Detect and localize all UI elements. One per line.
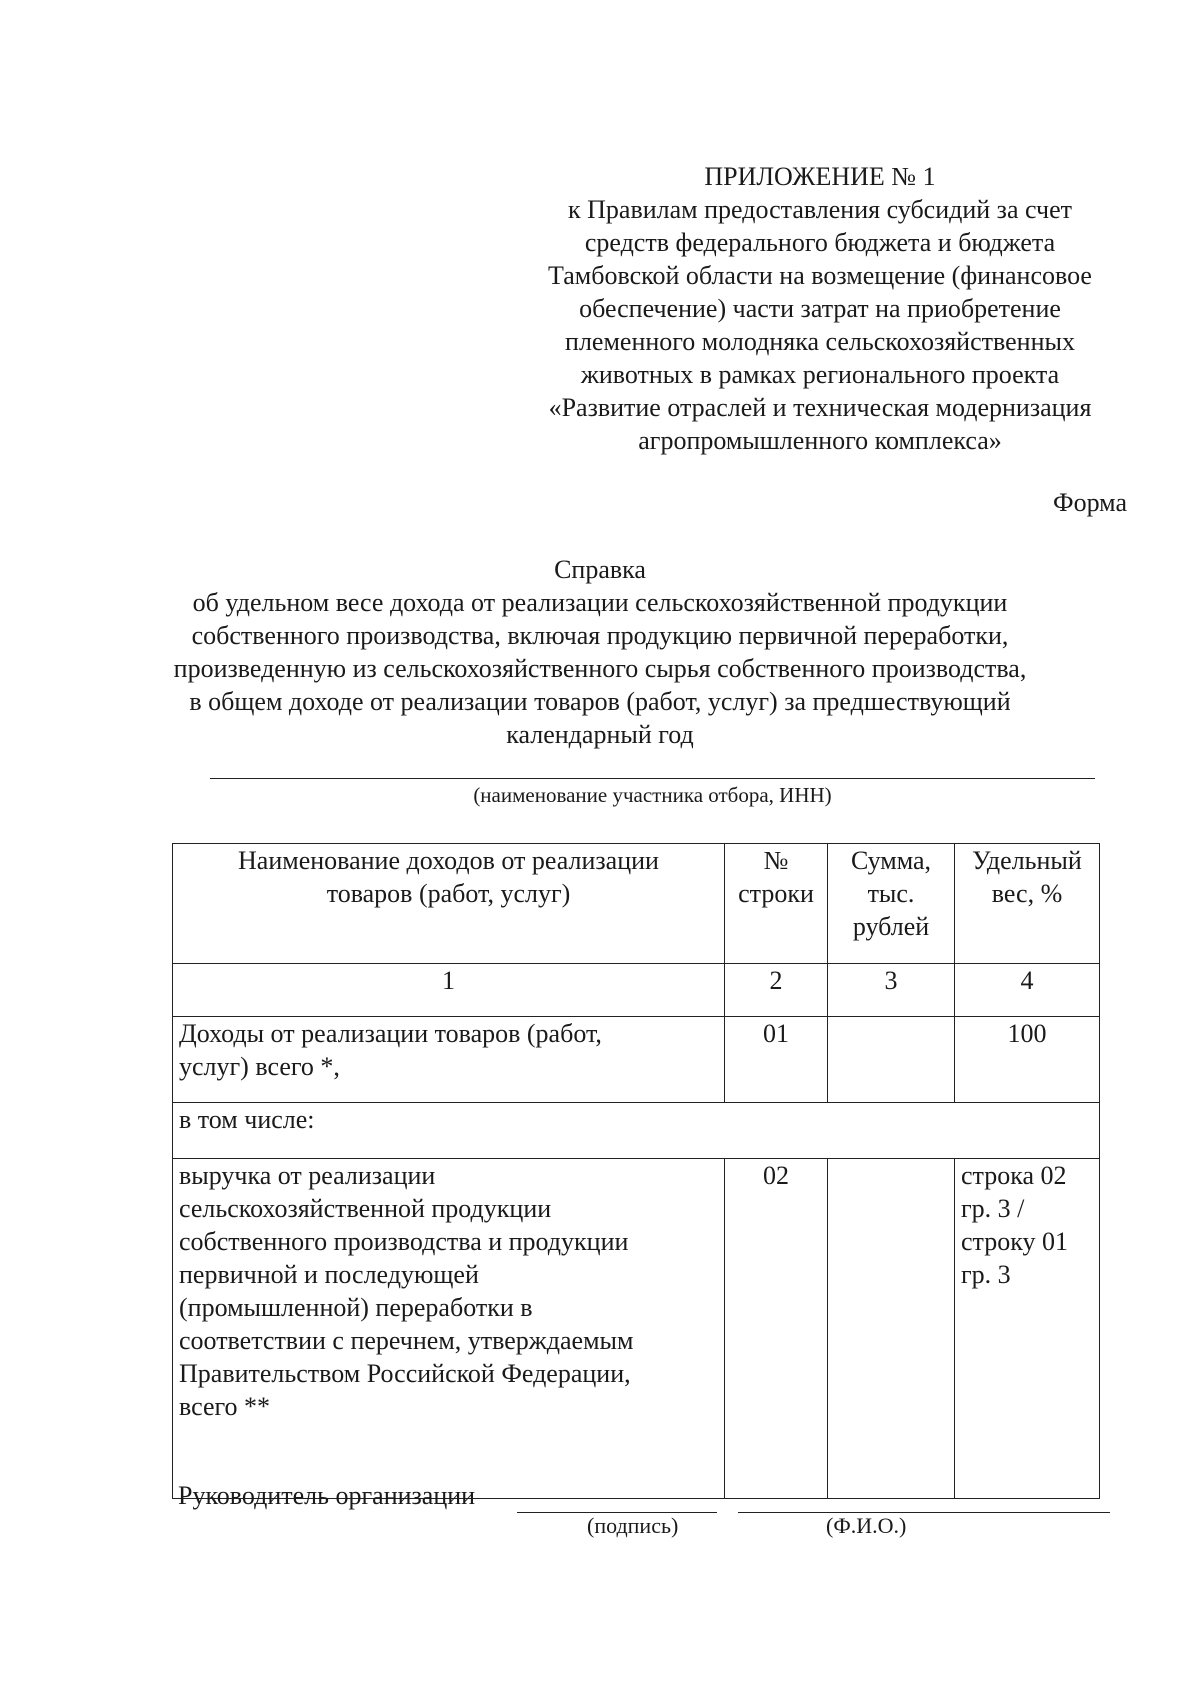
document-title-line: произведенную из сельскохозяйственного сырья собственного производства, bbox=[173, 654, 1027, 683]
row-02-name-line: собственного производства и продукции bbox=[179, 1227, 629, 1256]
row-02-share-line: строку 01 bbox=[961, 1227, 1068, 1256]
row-02-name-line: (промышленной) переработки в bbox=[179, 1293, 533, 1322]
row-01-name-line: Доходы от реализации товаров (работ, bbox=[179, 1019, 602, 1048]
form-label: Форма bbox=[1053, 488, 1127, 517]
appendix-line: агропромышленного комплекса» bbox=[638, 426, 1002, 455]
document-title-line: календарный год bbox=[506, 720, 694, 749]
appendix-line: племенного молодняка сельскохозяйственных bbox=[565, 327, 1075, 356]
row-02-sum-cell[interactable] bbox=[828, 1159, 955, 1499]
document-title-line: собственного производства, включая продукцию первичной переработки, bbox=[191, 621, 1009, 650]
header-name-line: товаров (работ, услуг) bbox=[326, 879, 571, 908]
column-number: 3 bbox=[828, 964, 955, 1017]
row-02-number: 02 bbox=[725, 1159, 828, 1499]
header-share-line: Удельный bbox=[972, 846, 1082, 875]
appendix-line: Тамбовской области на возмещение (финансовое bbox=[548, 261, 1092, 290]
row-02-name-line: Правительством Российской Федерации, bbox=[179, 1359, 631, 1388]
column-number: 1 bbox=[173, 964, 725, 1017]
document-title-line: об удельном весе дохода от реализации сельскохозяйственной продукции bbox=[192, 588, 1008, 617]
header-sum-line: Сумма, bbox=[850, 846, 932, 875]
appendix-line: к Правилам предоставления субсидий за счет bbox=[568, 195, 1072, 224]
subheading-cell: в том числе: bbox=[173, 1103, 1100, 1159]
row-02-share-line: гр. 3 / bbox=[961, 1194, 1025, 1223]
row-01-name bbox=[173, 1017, 725, 1103]
row-02-name bbox=[173, 1159, 725, 1499]
signature-label: Руководитель организации bbox=[178, 1481, 476, 1510]
appendix-line: «Развитие отраслей и техническая модернизация bbox=[548, 393, 1092, 422]
document-title bbox=[150, 553, 1050, 751]
row-02-share-line: строка 02 bbox=[961, 1161, 1067, 1190]
signature-caption: (подпись) bbox=[587, 1513, 679, 1538]
full-name-caption: (Ф.И.О.) bbox=[826, 1513, 907, 1538]
full-name-field[interactable] bbox=[738, 1512, 1110, 1513]
participant-caption: (наименование участника отбора, ИНН) bbox=[473, 783, 832, 807]
table-row bbox=[173, 1017, 1100, 1103]
row-01-name-line: услуг) всего *, bbox=[179, 1052, 340, 1081]
appendix-line: животных в рамках регионального проекта bbox=[580, 360, 1060, 389]
header-share-line: вес, % bbox=[991, 879, 1063, 908]
row-02-name-line: соответствии с перечнем, утверждаемым bbox=[179, 1326, 634, 1355]
header-sum bbox=[828, 844, 955, 964]
document-title-line: в общем доходе от реализации товаров (работ, услуг) за предшествующий bbox=[189, 687, 1011, 716]
header-row-no bbox=[725, 844, 828, 964]
row-02-name-line: выручка от реализации bbox=[179, 1161, 436, 1190]
appendix-line: средств федерального бюджета и бюджета bbox=[584, 228, 1056, 257]
row-02-share-line: гр. 3 bbox=[961, 1260, 1011, 1289]
income-table bbox=[172, 843, 1100, 1499]
appendix-header bbox=[520, 160, 1120, 457]
column-number: 4 bbox=[955, 964, 1100, 1017]
header-name bbox=[173, 844, 725, 964]
header-row-no-line: строки bbox=[738, 879, 814, 908]
header-name-line: Наименование доходов от реализации bbox=[238, 846, 659, 875]
header-row-no-line: № bbox=[763, 846, 789, 875]
row-02-name-line: сельскохозяйственной продукции bbox=[179, 1194, 552, 1223]
column-number: 2 bbox=[725, 964, 828, 1017]
participant-name-field[interactable] bbox=[210, 778, 1095, 779]
row-01-number: 01 bbox=[725, 1017, 828, 1103]
row-02-share bbox=[955, 1159, 1100, 1499]
header-sum-line: тыс. bbox=[867, 879, 915, 908]
header-share bbox=[955, 844, 1100, 964]
row-01-share: 100 bbox=[955, 1017, 1100, 1103]
appendix-line: обеспечение) части затрат на приобретение bbox=[579, 294, 1061, 323]
document-heading: Справка bbox=[554, 555, 646, 584]
row-01-sum-cell[interactable] bbox=[828, 1017, 955, 1103]
header-sum-line: рублей bbox=[852, 912, 930, 941]
column-number-row bbox=[173, 964, 1100, 1017]
row-02-name-line: первичной и последующей bbox=[179, 1260, 479, 1289]
table-header-row bbox=[173, 844, 1100, 964]
table-subheading-row bbox=[173, 1103, 1100, 1159]
table-row bbox=[173, 1159, 1100, 1499]
appendix-title: ПРИЛОЖЕНИЕ № 1 bbox=[704, 162, 936, 191]
row-02-name-line: всего ** bbox=[179, 1392, 271, 1421]
